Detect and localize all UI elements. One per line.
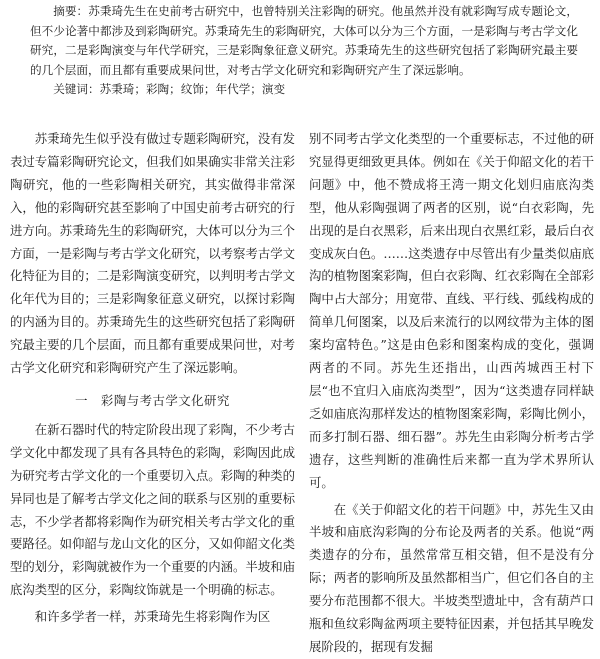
keywords-line xyxy=(30,80,578,100)
body-columns xyxy=(10,128,594,659)
abstract-label: 摘要： xyxy=(53,4,89,18)
keywords-label: 关键词： xyxy=(53,82,100,97)
abstract-paragraph xyxy=(30,2,578,80)
left-column xyxy=(10,128,295,659)
abstract-block xyxy=(30,2,578,100)
keywords-text: 苏秉琦；彩陶；纹饰；年代学；演变 xyxy=(99,82,286,97)
section-paragraph: 在《关于仰韶文化的若干问题》中，苏先生又由半坡和庙底沟彩陶的分布论及两者的关系。他说“两类遗存的分布，虽然常常互相交错，但不是没有分际；两者的影响所及虽然都相当广，但它们各自的主要分布范围都不很大。半坡类型遗址中，含有葫芦口瓶和鱼纹彩陶盆两项主要特征因素，并包括其早晚发展阶段的，据现有发掘 xyxy=(309,501,594,654)
intro-paragraph: 苏秉琦先生似乎没有做过专题彩陶研究，没有发表过专篇彩陶研究论文，但我们如果确实非常关注彩陶研究，他的一些彩陶相关研究，其实做得非常深入，他的彩陶研究甚至影响了中国史前考古研究的行进方向。苏秉琦先生的彩陶研究，大体可以分为三个方面，一是彩陶与考古学文化研究，以考察考古学文化特征为目的；二是彩陶演变研究，以判明考古学文化年代为目的；三是彩陶象征意义研究，以探讨彩陶的内涵为目的。苏秉琦先生的这些研究包括了彩陶研究最主要的几个层面，而且都有重要成果问世，对考古学文化研究和彩陶研究产生了深远影响。 xyxy=(10,131,295,376)
section-paragraph: 在新石器时代的特定阶段出现了彩陶，不少考古学文化中都发现了具有各具特色的彩陶，彩陶因此成为研究考古学文化的一个重要切入点。彩陶的种类的异同也是了解考古学文化之间的联系与区别的重要标志，不少学者都将彩陶作为研究相关考古学文化的重要路径。如仰韶与龙山文化的区分，又如仰韶文化类型的划分，彩陶就被作为一个重要的内涵。半坡和庙底沟类型的区分，彩陶纹饰就是一个明确的标志。 xyxy=(10,421,295,598)
section-paragraph: 和许多学者一样，苏秉琦先生将彩陶作为区 xyxy=(34,609,271,625)
right-column xyxy=(309,128,594,659)
section-heading: 一 彩陶与考古学文化研究 xyxy=(75,392,230,408)
continued-paragraph: 别不同考古学文化类型的一个重要标志，不过他的研究显得更细致更具体。例如在《关于仰韶文化的若干问题》中，他不赞成将王湾一期文化划归庙底沟类型，他从彩陶强调了两者的区别，说“白衣彩陶，先出现的是白衣黑彩，后来出现白衣黑红彩，最后白衣变成灰白色。……这类遗存中尽管出有少量类似庙底沟的植物图案彩陶，但白衣彩陶、红衣彩陶在全部彩陶中占大部分；用宽带、直线、平行线、弧线构成的简单几何图案，以及后来流行的以网纹带为主体的图案均富特色。”这是由色彩和图案构成的变化，强调两者的不同。苏先生还指出，山西芮城西王村下层“也不宜归入庙底沟类型”，因为“这类遗存同样缺乏如庙底沟那样发达的植物图案彩陶，彩陶比例小，而多打制石器、细石器”。苏先生由彩陶分析考古学遗存，这些判断的准确性后来都一直为学术界所认可。 xyxy=(309,131,594,490)
abstract-text: 苏秉琦先生在史前考古研究中，也曾特别关注彩陶的研究。他虽然并没有就彩陶写成专题论文，但不少论著中都涉及到彩陶研究。苏秉琦先生的彩陶研究，大体可以分为三个方面，一是彩陶与考古学文化研究，二是彩陶演变与年代学研究，三是彩陶象征意义研究。苏秉琦先生的这些研究包括了彩陶研究最主要的几个层面，而且都有重要成果问世，对考古学文化研究和彩陶研究产生了深远影响。 xyxy=(30,4,578,77)
